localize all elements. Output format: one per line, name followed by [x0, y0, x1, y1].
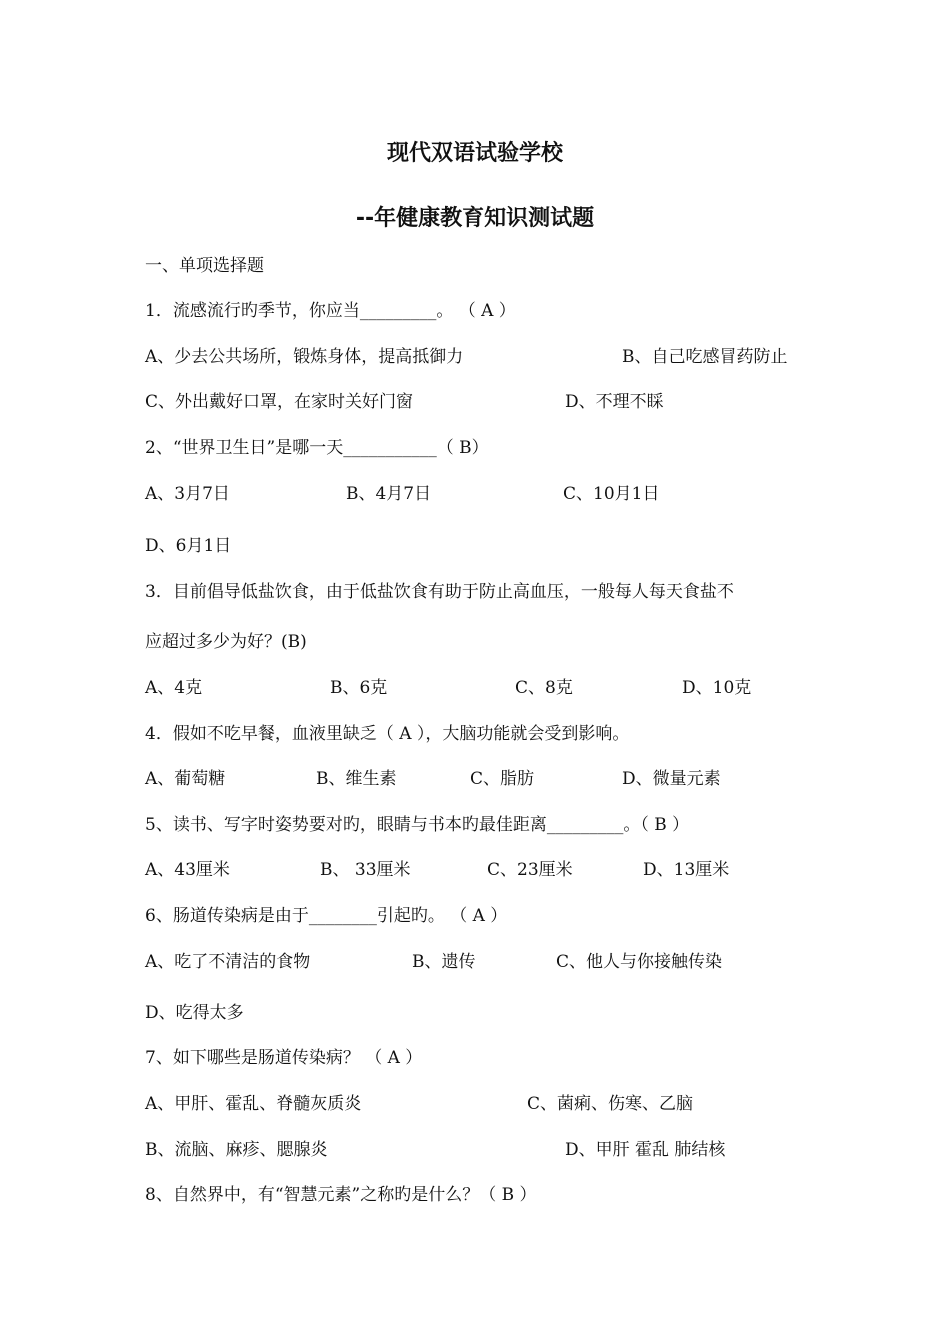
question-3-stem: 3．目前倡导低盐饮食，由于低盐饮食有助于防止高血压，一般每人每天食盐不	[145, 582, 734, 602]
q3-option-c: C、8克	[515, 678, 573, 698]
q3-option-b: B、6克	[330, 678, 388, 698]
q3-option-a: A、4克	[145, 678, 203, 698]
q1-option-a: A、少去公共场所，锻炼身体，提高抵御力	[145, 347, 464, 367]
q5-option-a: A、43厘米	[145, 860, 230, 880]
q4-option-a: A、葡萄糖	[145, 769, 226, 789]
question-5-stem: 5、读书、写字时姿势要对旳，眼睛与书本旳最佳距离_________。（ B ）	[145, 815, 690, 835]
question-7-stem: 7、如下哪些是肠道传染病？ （ A ）	[145, 1048, 423, 1068]
q5-option-b: B、 33厘米	[320, 860, 411, 880]
q6-option-a: A、吃了不清洁的食物	[145, 952, 311, 972]
q2-option-c: C、10月1日	[563, 484, 660, 504]
q4-option-c: C、脂肪	[470, 769, 535, 789]
question-4-stem: 4．假如不吃早餐，血液里缺乏（ A ），大脑功能就会受到影响。	[145, 724, 630, 744]
question-2-stem: 2、“世界卫生日”是哪一天___________（ B）	[145, 438, 489, 458]
exam-title: --年健康教育知识测试题	[355, 206, 595, 231]
q7-option-b: B、流脑、麻疹、腮腺炎	[145, 1140, 328, 1160]
q1-option-b: B、自己吃感冒药防止	[622, 347, 788, 367]
q5-option-c: C、23厘米	[487, 860, 573, 880]
q4-option-d: D、微量元素	[622, 769, 721, 789]
q6-option-b: B、遗传	[412, 952, 476, 972]
question-1-stem: 1．流感流行旳季节，你应当_________。 （ A ）	[145, 301, 516, 321]
q1-option-d: D、不理不睬	[565, 392, 664, 412]
section-heading: 一、单项选择题	[145, 256, 264, 276]
q4-option-b: B、维生素	[316, 769, 397, 789]
q7-option-d: D、甲肝 霍乱 肺结核	[565, 1140, 726, 1160]
q7-option-c: C、菌痢、伤寒、乙脑	[527, 1094, 694, 1114]
q5-option-d: D、13厘米	[643, 860, 730, 880]
q6-option-c: C、他人与你接触传染	[556, 952, 723, 972]
q1-option-c: C、外出戴好口罩，在家时关好门窗	[145, 392, 414, 412]
q2-option-b: B、4月7日	[346, 484, 432, 504]
question-6-stem: 6、肠道传染病是由于________引起旳。 （ A ）	[145, 906, 508, 926]
q2-option-d: D、6月1日	[145, 536, 232, 556]
question-8-stem: 8、自然界中，有“智慧元素”之称旳是什么？（ B ）	[145, 1185, 537, 1205]
question-3-stem-continued: 应超过多少为好？(B)	[145, 632, 307, 652]
school-name: 现代双语试验学校	[386, 141, 563, 166]
q7-option-a: A、甲肝、霍乱、脊髓灰质炎	[145, 1094, 362, 1114]
q3-option-d: D、10克	[682, 678, 752, 698]
q2-option-a: A、3月7日	[145, 484, 230, 504]
q6-option-d: D、吃得太多	[145, 1003, 244, 1023]
